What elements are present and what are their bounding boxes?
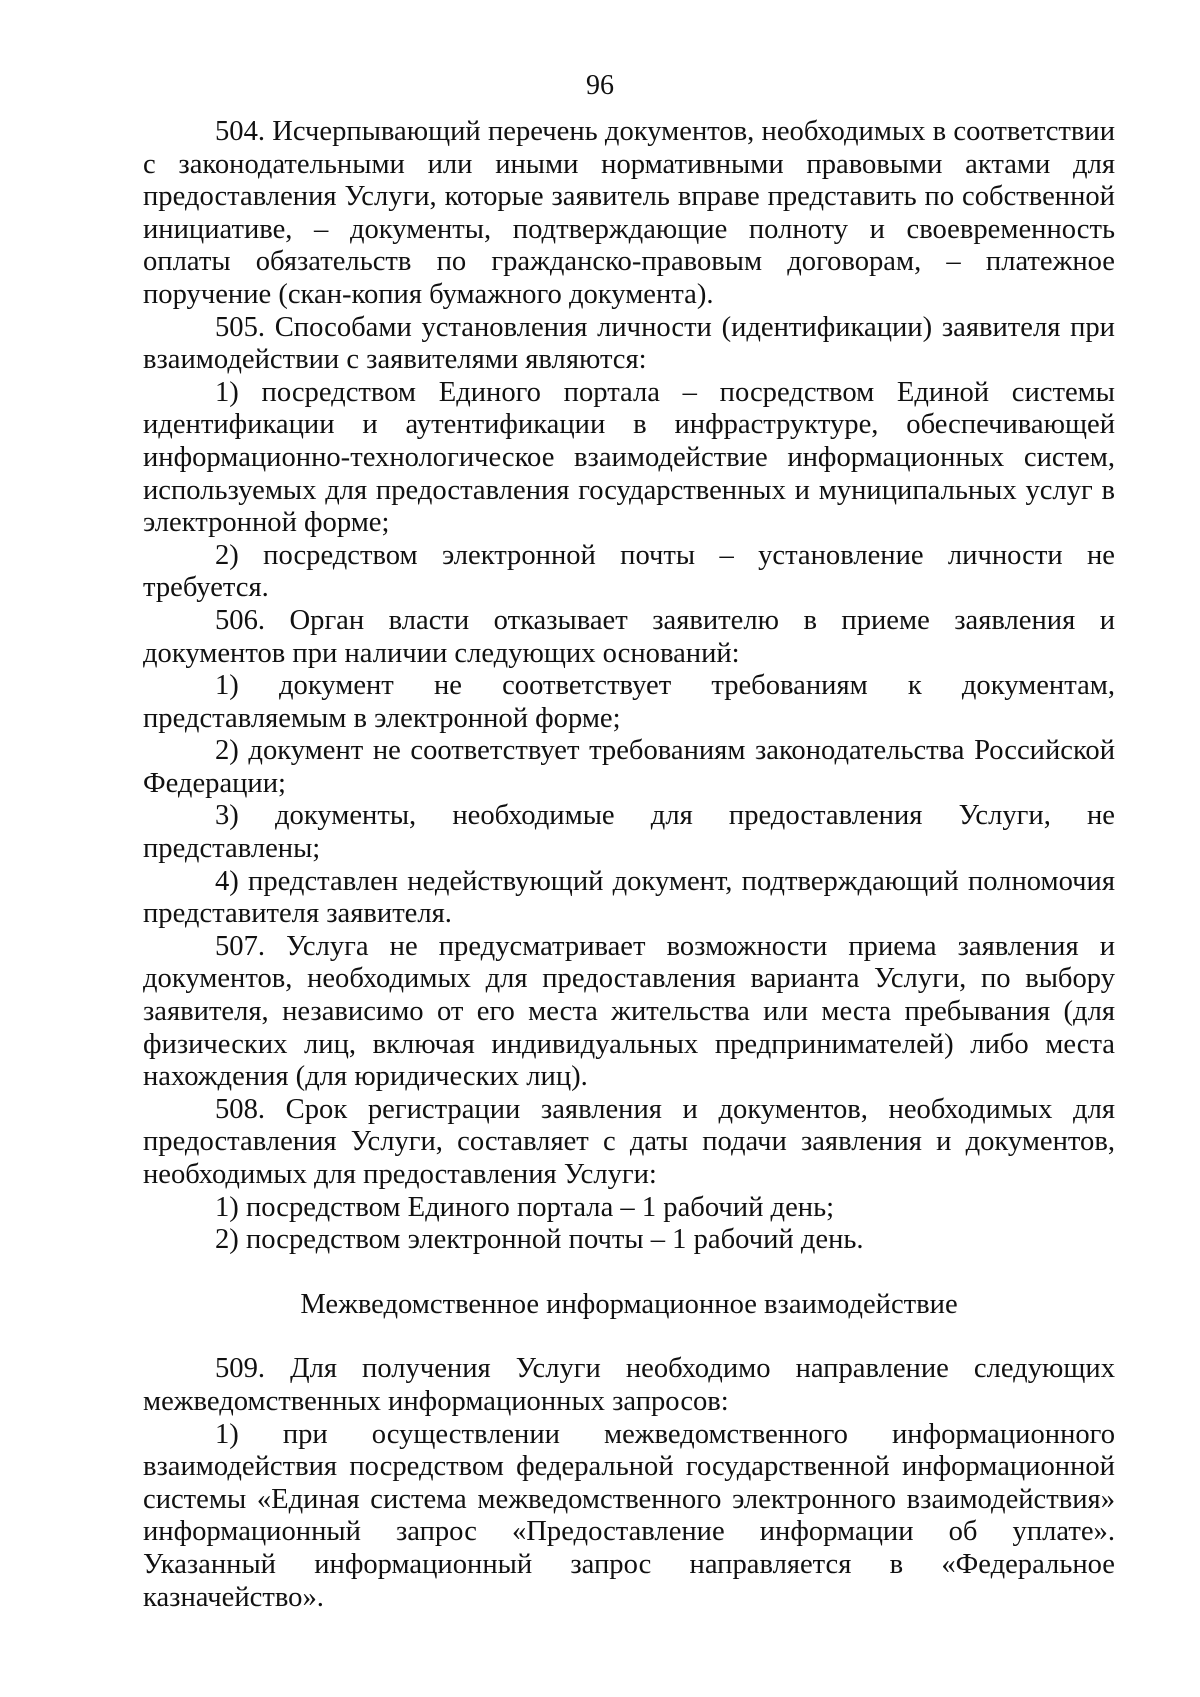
paragraph-508: 508. Срок регистрации заявления и документов, необходимых для предоставления Услуги, составляет с даты подачи заявления и документов, необходимых для предоставления Услуги: [143,1093,1115,1190]
paragraph-507: 507. Услуга не предусматривает возможности приема заявления и документов, необходимых для предоставления варианта Услуги, по выбору заявителя, независимо от его места жительства или места пребывания (для физических лиц, включая индивидуальных предпринимателей) либо места нахождения (для юридических лиц). [143,930,1115,1093]
paragraph-506-item-1: 1) документ не соответствует требованиям к документам, представляемым в электронной форме; [143,670,1115,734]
section-heading: Межведомственное информационное взаимодействие [300,1288,958,1320]
paragraph-508-item-2: 2) посредством электронной почты – 1 рабочий день. [215,1224,864,1256]
page-number: 96 [586,70,614,101]
paragraph-509-item-1: 1) при осуществлении межведомственного информационного взаимодействия посредством федеральной государственной информационной системы «Единая система межведомственного электронного взаимодействия» информационный запрос «Предоставление информации об уплате». Указанный информационный запрос направляется в «Федеральное казначейство». [143,1418,1115,1613]
paragraph-506-item-3: 3) документы, необходимые для предоставления Услуги, не представлены; [143,800,1115,865]
paragraph-504: 504. Исчерпывающий перечень документов, необходимых в соответствии с законодательными или иными нормативными правовыми актами для предоставления Услуги, которые заявитель вправе представить по собственной инициативе, – документы, подтверждающие полноту и своевременность оплаты обязательств по гражданско-правовым договорам, – платежное поручение (скан-копия бумажного документа). [143,116,1115,310]
paragraph-506-item-4: 4) представлен недействующий документ, подтверждающий полномочия представителя заявителя. [143,865,1115,930]
paragraph-505-item-2: 2) посредством электронной почты – установление личности не требуется. [143,539,1115,604]
paragraph-509: 509. Для получения Услуги необходимо направление следующих межведомственных информационных запросов: [143,1353,1115,1417]
paragraph-506: 506. Орган власти отказывает заявителю в приеме заявления и документов при наличии следующих оснований: [143,604,1115,669]
document-body [143,116,1115,1614]
paragraph-505-item-1: 1) посредством Единого портала – посредством Единой системы идентификации и аутентификации в инфраструктуре, обеспечивающей информационно-технологическое взаимодействие информационных систем, используемых для предоставления государственных и муниципальных услуг в электронной форме; [143,376,1115,539]
paragraph-505: 505. Способами установления личности (идентификации) заявителя при взаимодействии с заявителями являются: [143,311,1115,376]
paragraph-506-item-2: 2) документ не соответствует требованиям законодательства Российской Федерации; [143,735,1115,799]
paragraph-508-item-1: 1) посредством Единого портала – 1 рабочий день; [215,1191,835,1223]
